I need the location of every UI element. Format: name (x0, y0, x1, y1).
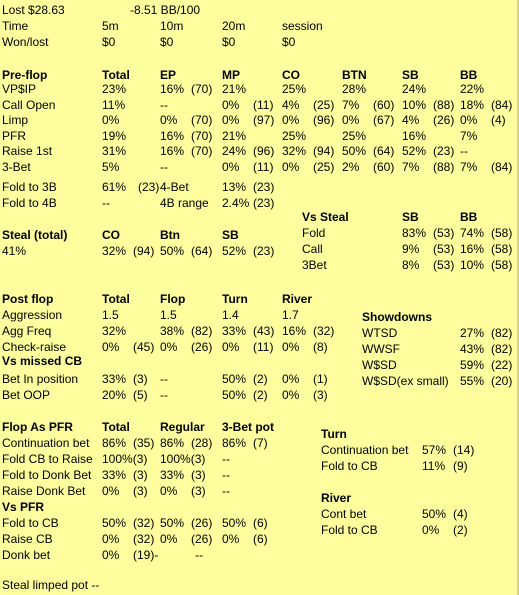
postflop-cell: (32) (313, 324, 335, 338)
preflop-cell: 5% (102, 160, 120, 174)
preflop-header: Pre-flop (2, 68, 48, 82)
flop-pfr-row-label: Fold to Donk Bet (2, 468, 92, 482)
river-count: (4) (453, 507, 468, 521)
preflop-cell: 25% (282, 82, 307, 96)
preflop-cell: 7% (342, 97, 360, 112)
vs-pfr-title: Vs PFR (2, 500, 45, 514)
postflop-header: River (282, 292, 313, 306)
vs-pfr-cell: (6) (253, 532, 268, 546)
bb-per-100: -8.51 BB/100 (130, 3, 201, 17)
showdowns-title: Showdowns (362, 310, 432, 324)
river-title: River (321, 491, 352, 505)
river-value: 50% (422, 507, 447, 521)
vs-steal-row-label: 3Bet (302, 258, 327, 272)
vs-pfr-cell: 50% (222, 516, 247, 530)
fold-to-3b-label: Fold to 3B (2, 180, 57, 194)
flop-pfr-cell: 0% (160, 484, 178, 498)
vs-pfr-row-label: Raise CB (2, 532, 53, 546)
vs-steal-cell: (58) (491, 242, 513, 256)
vs-steal-cell: (53) (433, 258, 455, 272)
postflop-cell: 0% (282, 340, 300, 354)
preflop-cell: 11% (102, 97, 126, 112)
missed-cb-cell: (2) (253, 388, 268, 402)
steal-cell: 52% (222, 244, 247, 258)
missed-cb-cell: 33% (102, 372, 127, 386)
postflop-cell: (82) (191, 324, 213, 338)
vs-steal-cell: 83% (402, 226, 427, 240)
showdown-row-label: W$SD(ex small) (362, 374, 449, 388)
preflop-cell: 10% (402, 97, 427, 112)
showdown-count: (82) (491, 342, 513, 356)
preflop-cell: (88) (433, 97, 455, 112)
preflop-cell: 25% (342, 128, 367, 143)
postflop-cell: 1.4 (222, 308, 239, 322)
missed-cb-cell: (3) (313, 388, 328, 402)
steal-header: Btn (160, 228, 180, 242)
preflop-header: MP (222, 68, 240, 82)
preflop-row-label: Call Open (2, 97, 56, 112)
preflop-cell: 31% (102, 144, 127, 159)
wonlost-value: $0 (282, 35, 296, 49)
preflop-cell: 0% (282, 113, 300, 128)
preflop-cell: (88) (433, 160, 455, 174)
preflop-row-label: Limp (2, 113, 29, 128)
preflop-cell: (64) (373, 144, 395, 159)
flop-pfr-cell: -- (222, 484, 230, 498)
preflop-cell: (96) (253, 144, 275, 159)
vs-pfr-cell: -- (195, 548, 203, 562)
preflop-cell: 16% (160, 82, 185, 96)
preflop-header: CO (282, 68, 300, 82)
vs-pfr-cell: 0% (102, 548, 120, 562)
flop-pfr-cell: (3) (133, 484, 148, 498)
vs-steal-title: Vs Steal (302, 210, 349, 224)
vs-steal-row-label: Call (302, 242, 323, 256)
showdown-value: 59% (460, 358, 485, 372)
preflop-cell: 21% (222, 128, 247, 143)
fold-to-3b-count: (23) (138, 180, 160, 194)
preflop-cell: 18% (460, 97, 485, 112)
steal-header: CO (102, 228, 120, 242)
flop-pfr-cell: (35) (133, 436, 155, 450)
vs-pfr-cell: 50% (160, 516, 185, 530)
postflop-cell: (8) (313, 340, 328, 354)
preflop-cell: 21% (222, 82, 247, 96)
preflop-cell: (97) (253, 113, 275, 128)
steal-cell: (94) (133, 244, 155, 258)
flop-pfr-cell: -- (222, 468, 230, 482)
vs-steal-header: BB (460, 210, 478, 224)
four-bet-range-label: 4B range (160, 196, 209, 210)
fold-to-4b-label: Fold to 4B (2, 196, 57, 210)
vs-pfr-cell: (32) (133, 532, 155, 546)
preflop-cell: (70) (191, 82, 213, 96)
lost-amount: Lost $28.63 (2, 3, 65, 17)
river-row-label: Fold to CB (321, 523, 378, 537)
flop-pfr-cell: (7) (253, 436, 268, 450)
preflop-cell: 52% (402, 144, 427, 159)
vs-steal-row-label: Fold (302, 226, 326, 240)
vs-steal-cell: 74% (460, 226, 485, 240)
four-bet-count: (23) (253, 180, 275, 194)
preflop-cell: 24% (402, 82, 427, 96)
flop-pfr-cell: (3) (191, 484, 206, 498)
steal-limped-pot: Steal limped pot -- (2, 578, 100, 592)
preflop-cell: (70) (191, 113, 213, 128)
wonlost-value: $0 (160, 35, 174, 49)
missed-cb-cell: 50% (222, 372, 247, 386)
postflop-row-label: Check-raise (2, 340, 67, 354)
missed-cb-cell: (3) (133, 372, 148, 386)
flop-pfr-row-label: Raise Donk Bet (2, 484, 86, 498)
flop-pfr-cell: 86% (160, 436, 185, 450)
flop-pfr-cell: 33% (102, 468, 127, 482)
preflop-cell: -- (460, 144, 468, 159)
vs-steal-cell: 8% (402, 258, 420, 272)
fold-to-3b-total: 61% (102, 180, 127, 194)
preflop-cell: 7% (460, 160, 478, 174)
preflop-cell: 7% (460, 128, 478, 143)
missed-cb-cell: 0% (282, 388, 300, 402)
postflop-cell: (11) (253, 340, 274, 354)
vs-pfr-cell: 0% (222, 532, 240, 546)
postflop-cell: 33% (222, 324, 247, 338)
showdown-count: (20) (491, 374, 513, 388)
flop-pfr-cell: (3) (191, 468, 206, 482)
missed-cb-cell: 50% (222, 388, 247, 402)
showdown-count: (82) (491, 326, 513, 340)
postflop-header: Total (102, 292, 130, 306)
vs-steal-cell: (53) (433, 226, 455, 240)
flop-pfr-cell: 33% (160, 468, 185, 482)
postflop-cell: 1.5 (102, 308, 119, 322)
preflop-cell: (60) (373, 97, 395, 112)
preflop-cell: 16% (160, 144, 185, 159)
preflop-cell: (94) (313, 144, 335, 159)
vs-pfr-cell: (6) (253, 516, 268, 530)
preflop-cell: 32% (282, 144, 307, 159)
fold-to-4b-total: -- (102, 196, 110, 210)
turn-value: 57% (422, 443, 447, 457)
vs-missed-cb-title: Vs missed CB (2, 354, 83, 368)
flop-pfr-row-label: Continuation bet (2, 436, 90, 450)
showdown-count: (22) (491, 358, 513, 372)
four-bet-range-count: (23) (253, 196, 275, 210)
preflop-cell: 2% (342, 160, 360, 174)
turn-title: Turn (321, 427, 347, 441)
vs-pfr-cell: (19)- (133, 548, 159, 562)
preflop-cell: (11) (253, 160, 274, 174)
turn-count: (9) (453, 459, 468, 473)
four-bet-range-value: 2.4% (222, 196, 250, 210)
vs-pfr-cell: 50% (102, 516, 127, 530)
preflop-row-label: 3-Bet (2, 160, 31, 174)
wonlost-value: $0 (102, 35, 116, 49)
showdown-value: 55% (460, 374, 485, 388)
preflop-cell: (11) (253, 97, 274, 112)
missed-cb-cell: (2) (253, 372, 268, 386)
showdown-value: 43% (460, 342, 485, 356)
flop-pfr-cell: 0% (102, 484, 120, 498)
vs-pfr-cell: (32) (133, 516, 155, 530)
postflop-cell: (43) (253, 324, 275, 338)
preflop-cell: (70) (191, 144, 213, 159)
preflop-header: Total (102, 68, 130, 82)
flop-pfr-header: Regular (160, 420, 205, 434)
vs-pfr-cell: (26) (191, 516, 213, 530)
postflop-row-label: Agg Freq (2, 324, 52, 338)
vs-steal-cell: 10% (460, 258, 485, 272)
postflop-cell: (26) (191, 340, 213, 354)
postflop-cell: (45) (133, 340, 155, 354)
preflop-cell: (67) (373, 113, 395, 128)
vs-steal-header: SB (402, 210, 419, 224)
preflop-cell: 28% (342, 82, 367, 96)
steal-cell: 50% (160, 244, 185, 258)
vs-steal-cell: (58) (491, 258, 513, 272)
turn-row-label: Fold to CB (321, 459, 378, 473)
preflop-header: BB (460, 68, 478, 82)
preflop-cell: 7% (402, 160, 420, 174)
preflop-cell: 4% (282, 97, 300, 112)
preflop-cell: (25) (313, 160, 335, 174)
preflop-header: SB (402, 68, 419, 82)
preflop-header: BTN (342, 68, 367, 82)
missed-cb-cell: 0% (282, 372, 300, 386)
vs-steal-cell: 9% (402, 242, 420, 256)
postflop-cell: 1.5 (160, 308, 177, 322)
preflop-cell: (96) (313, 113, 335, 128)
steal-cell: (23) (253, 244, 275, 258)
vs-pfr-cell: 0% (160, 532, 178, 546)
preflop-cell: (23) (433, 144, 455, 159)
postflop-cell: 1.7 (282, 308, 299, 322)
river-value: 0% (422, 523, 440, 537)
flop-pfr-cell: 100%(3) (102, 452, 148, 466)
steal-cell: 32% (102, 244, 127, 258)
preflop-cell: 22% (460, 82, 485, 96)
preflop-cell: 4% (402, 113, 420, 128)
river-count: (2) (453, 523, 468, 537)
postflop-header: Post flop (2, 292, 54, 306)
preflop-cell: 23% (102, 82, 127, 96)
postflop-row-label: Aggression (2, 308, 63, 322)
turn-row-label: Continuation bet (321, 443, 409, 457)
vs-pfr-cell: (26) (191, 532, 213, 546)
vs-steal-cell: (53) (433, 242, 455, 256)
preflop-cell: 25% (282, 128, 307, 143)
preflop-row-label: Raise 1st (2, 144, 53, 159)
missed-cb-cell: (1) (313, 372, 328, 386)
vs-steal-cell: 16% (460, 242, 485, 256)
showdown-row-label: WTSD (362, 326, 398, 340)
flop-pfr-cell: 86% (222, 436, 247, 450)
preflop-cell: 16% (160, 128, 185, 143)
preflop-cell: 0% (102, 113, 120, 128)
flop-pfr-header: Total (102, 420, 130, 434)
showdown-value: 27% (460, 326, 485, 340)
preflop-cell: 16% (402, 128, 427, 143)
flop-pfr-cell: (28) (191, 436, 213, 450)
preflop-cell: 0% (160, 113, 178, 128)
missed-cb-row-label: Bet In position (2, 372, 79, 386)
time-col-header: 5m (102, 19, 119, 33)
vs-steal-cell: (58) (491, 226, 513, 240)
steal-header: SB (222, 228, 239, 242)
wonlost-value: $0 (222, 35, 236, 49)
postflop-cell: 0% (160, 340, 178, 354)
steal-total-title: Steal (total) (2, 228, 68, 242)
four-bet-label: 4-Bet (160, 180, 189, 194)
missed-cb-cell: (5) (133, 388, 148, 402)
preflop-cell: (70) (191, 128, 213, 143)
flop-pfr-cell: (3) (133, 468, 148, 482)
preflop-row-label: VP$IP (2, 82, 37, 96)
time-label: Time (2, 19, 29, 33)
missed-cb-cell: -- (160, 388, 168, 402)
preflop-cell: (84) (491, 97, 513, 112)
flop-pfr-cell: 86% (102, 436, 127, 450)
postflop-header: Turn (222, 292, 248, 306)
flop-pfr-header: Flop As PFR (2, 420, 73, 434)
turn-count: (14) (453, 443, 475, 457)
preflop-header: EP (160, 68, 177, 82)
missed-cb-cell: 20% (102, 388, 127, 402)
preflop-cell: (60) (373, 160, 395, 174)
steal-total-value: 41% (2, 244, 27, 258)
preflop-row-label: PFR (2, 128, 26, 143)
four-bet-value: 13% (222, 180, 247, 194)
showdown-row-label: W$SD (362, 358, 397, 372)
time-col-header: session (282, 19, 323, 33)
time-col-header: 10m (160, 19, 184, 33)
preflop-cell: (84) (491, 160, 513, 174)
preflop-cell: (4) (491, 113, 506, 128)
wonlost-label: Won/lost (2, 35, 49, 49)
preflop-cell: 50% (342, 144, 367, 159)
postflop-cell: 38% (160, 324, 185, 338)
postflop-cell: 32% (102, 324, 127, 338)
flop-pfr-cell: 100%(3) (160, 452, 206, 466)
turn-value: 11% (422, 459, 446, 473)
flop-pfr-row-label: Fold CB to Raise (2, 452, 93, 466)
showdown-row-label: WWSF (362, 342, 400, 356)
postflop-cell: 16% (282, 324, 307, 338)
preflop-cell: 0% (342, 113, 360, 128)
flop-pfr-header: 3-Bet pot (222, 420, 274, 434)
missed-cb-cell: -- (160, 372, 168, 386)
steal-cell: (64) (191, 244, 213, 258)
preflop-cell: 0% (222, 97, 240, 112)
river-row-label: Cont bet (321, 507, 367, 521)
preflop-cell: -- (160, 160, 168, 174)
vs-pfr-row-label: Fold to CB (2, 516, 59, 530)
postflop-cell: 0% (102, 340, 120, 354)
vs-pfr-cell: 0% (102, 532, 120, 546)
time-col-header: 20m (222, 19, 246, 33)
preflop-cell: 24% (222, 144, 247, 159)
postflop-cell: 0% (222, 340, 240, 354)
preflop-cell: (26) (433, 113, 455, 128)
preflop-cell: 0% (282, 160, 300, 174)
preflop-cell: -- (160, 97, 168, 112)
preflop-cell: 0% (222, 160, 240, 174)
postflop-header: Flop (160, 292, 186, 306)
preflop-cell: 0% (222, 113, 240, 128)
preflop-cell: 0% (460, 113, 478, 128)
preflop-cell: 19% (102, 128, 127, 143)
missed-cb-row-label: Bet OOP (2, 388, 51, 402)
flop-pfr-cell: -- (222, 452, 230, 466)
vs-pfr-row-label: Donk bet (2, 548, 51, 562)
preflop-cell: (25) (313, 97, 335, 112)
